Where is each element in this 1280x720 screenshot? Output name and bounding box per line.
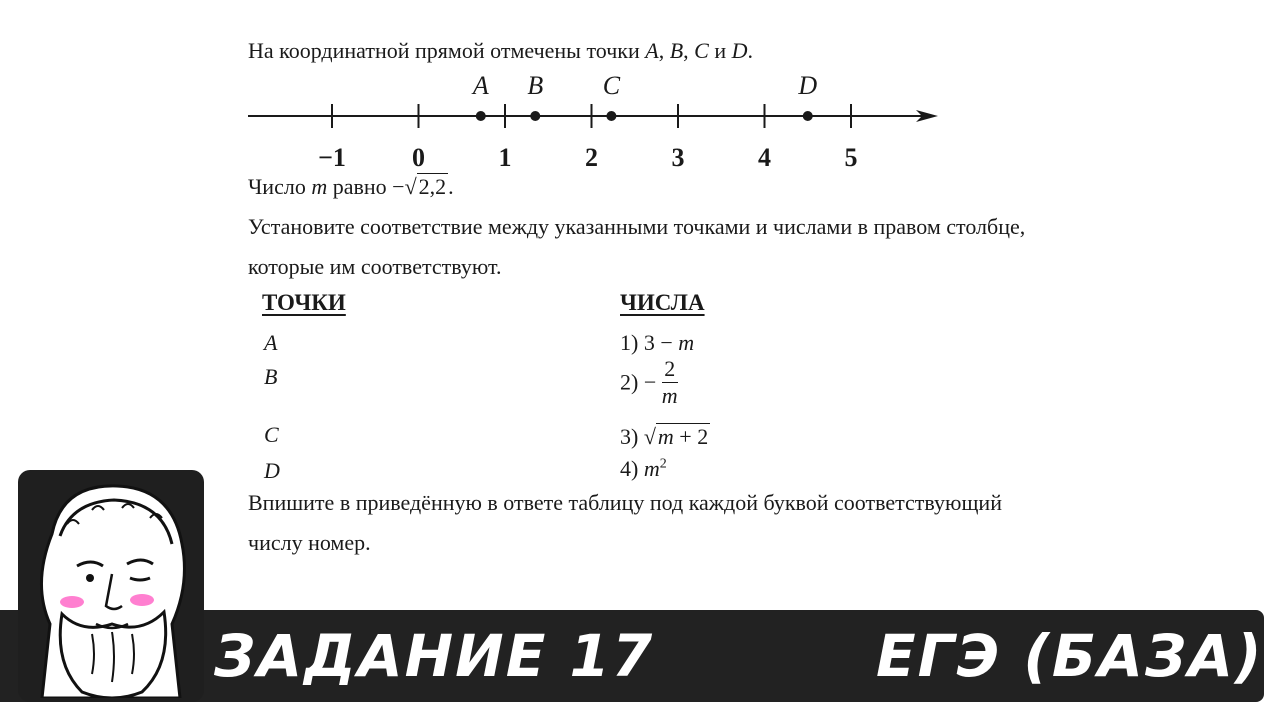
point-a-label: A	[264, 330, 278, 355]
point-d-label: D	[264, 458, 280, 483]
footer-line-1: Впишите в приведённую в ответе таблицу под каждой буквой соответствующий	[248, 490, 1002, 515]
intro-sep: ,	[658, 38, 670, 63]
intro-point-d: D	[731, 38, 748, 63]
option-4-exponent: 2	[659, 456, 667, 472]
option-3	[620, 424, 710, 450]
option-2-fraction	[662, 358, 678, 407]
option-1	[620, 330, 694, 356]
m-variable: m	[311, 174, 328, 199]
point-c-marker-label: C	[602, 72, 621, 100]
point-b-dot	[530, 111, 540, 121]
fraction-numerator: 2	[662, 358, 678, 383]
tick-label: 1	[498, 143, 512, 172]
option-1-var: m	[678, 330, 695, 355]
tick-label: 0	[412, 143, 425, 172]
number-line	[240, 72, 950, 172]
point-b-label: B	[264, 364, 278, 389]
tick-label: 3	[671, 143, 685, 172]
point-d-dot	[803, 111, 813, 121]
points-header: ТОЧКИ	[262, 290, 346, 315]
intro-sep: ,	[683, 38, 695, 63]
intro-text	[248, 38, 753, 64]
option-4	[620, 456, 667, 482]
point-c-dot	[606, 111, 616, 121]
exam-title: ЕГЭ (БАЗА)	[876, 622, 1264, 690]
intro-point-b: B	[669, 38, 684, 63]
intro-point-a: A	[645, 38, 659, 63]
intro-and: и	[708, 38, 732, 63]
numbers-header: ЧИСЛА	[620, 290, 705, 315]
point-d-marker-label: D	[798, 72, 818, 100]
task-title: ЗАДАНИЕ 17	[214, 622, 655, 690]
option-1-expr: 3 −	[643, 330, 679, 355]
option-1-number: 1)	[620, 330, 644, 355]
intro-point-c: C	[694, 38, 709, 63]
m-prefix: Число	[248, 174, 312, 199]
tick-label: −1	[318, 143, 346, 172]
point-b-marker-label: B	[527, 72, 544, 100]
point-a-marker-label: A	[472, 72, 489, 100]
option-2-sign: −	[643, 369, 662, 395]
option-4-number: 4)	[620, 456, 644, 481]
m-end: .	[448, 174, 454, 199]
m-definition	[248, 174, 454, 200]
point-a-dot	[476, 111, 486, 121]
tick-label: 5	[844, 143, 858, 172]
option-3-number: 3)	[620, 424, 644, 449]
option-2	[620, 358, 678, 407]
tick-label: 2	[585, 143, 598, 172]
sqrt-symbol: √	[404, 174, 417, 199]
instruction-line-2: которые им соответствуют.	[248, 254, 502, 279]
sqrt-symbol: √	[643, 424, 656, 449]
point-c-label: C	[264, 422, 279, 447]
tick-label: 4	[758, 143, 771, 172]
instruction-line-1: Установите соответствие между указанными точками и числами в правом столбце,	[248, 214, 1026, 239]
intro-end: .	[747, 38, 754, 63]
fraction-denominator: m	[661, 383, 678, 408]
option-4-var: m	[643, 456, 660, 481]
m-radicand: 2,2	[418, 174, 447, 199]
option-3-rest: + 2	[673, 424, 709, 449]
option-3-var: m	[657, 424, 674, 449]
philosopher-logo-icon	[22, 474, 200, 698]
intro-prefix: На координатной прямой отмечены точки	[248, 38, 646, 63]
footer-line-2: числу номер.	[248, 530, 371, 555]
m-equals: равно −	[327, 174, 405, 199]
option-2-number: 2)	[620, 369, 644, 395]
